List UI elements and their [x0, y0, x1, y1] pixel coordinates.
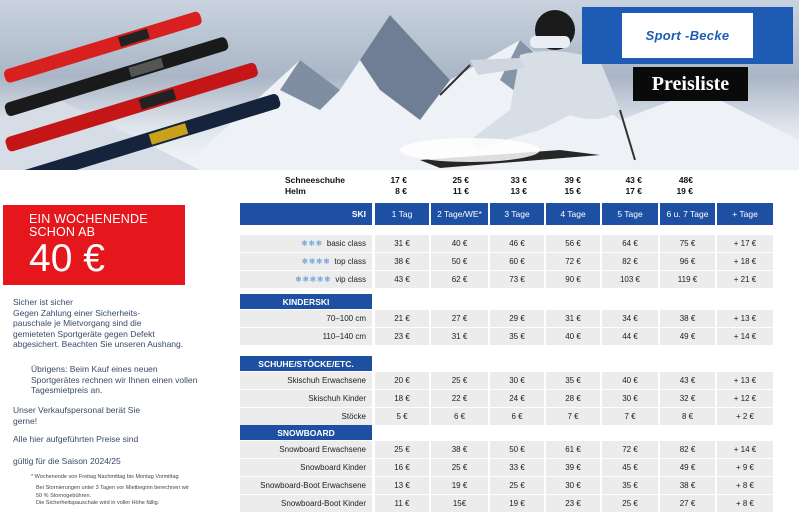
- price-cell: 49 €: [660, 459, 715, 476]
- footnote-weekend: * Wochenende von Freitag Nachmittag bis Montag Vormittag: [31, 474, 179, 480]
- price-cell: + 14 €: [717, 441, 773, 458]
- price-cell: + 12 €: [717, 390, 773, 407]
- row-label: 70–100 cm: [240, 310, 372, 327]
- price-cell: 31 €: [375, 235, 429, 252]
- extra-label-helm: Helm: [285, 186, 306, 196]
- price-cell: 25 €: [375, 441, 429, 458]
- price-cell: 60 €: [490, 253, 544, 270]
- row-label: basic class: [326, 239, 366, 248]
- header-col: 4 Tage: [546, 203, 600, 225]
- price-cell: 43 €: [375, 271, 429, 288]
- header-col: 3 Tage: [490, 203, 544, 225]
- price-cell: 24 €: [490, 390, 544, 407]
- price-cell: 45 €: [602, 459, 658, 476]
- price-cell: 72 €: [546, 253, 600, 270]
- price-cell: + 9 €: [717, 459, 773, 476]
- price-cell: 62 €: [431, 271, 488, 288]
- price-cell: 11 €: [375, 495, 429, 512]
- price-cell: 43 €: [660, 372, 715, 389]
- section-title-snowboard: SNOWBOARD: [240, 425, 372, 440]
- extra-value: 33 €: [510, 175, 527, 185]
- price-cell: 21 €: [375, 310, 429, 327]
- price-cell: 19 €: [490, 495, 544, 512]
- price-cell: 56 €: [546, 235, 600, 252]
- price-cell: 28 €: [546, 390, 600, 407]
- snowflake-icon: ❄❄❄❄: [301, 257, 331, 266]
- price-cell: 22 €: [431, 390, 488, 407]
- row-label: Snowboard Erwachsene: [240, 441, 372, 458]
- extra-value: 15 €: [564, 186, 581, 196]
- price-cell: 72 €: [602, 441, 658, 458]
- price-cell: 40 €: [546, 328, 600, 345]
- price-cell: 38 €: [375, 253, 429, 270]
- price-cell: 8 €: [660, 408, 715, 425]
- price-cell: 20 €: [375, 372, 429, 389]
- price-cell: 73 €: [490, 271, 544, 288]
- promo-line1: EIN WOCHENENDE: [29, 212, 148, 226]
- price-cell: 40 €: [431, 235, 488, 252]
- price-cell: 35 €: [546, 372, 600, 389]
- brand-name: Sport -Becke: [645, 28, 730, 43]
- extra-value: 25 €: [452, 175, 469, 185]
- price-cell: 44 €: [602, 328, 658, 345]
- price-cell: 119 €: [660, 271, 715, 288]
- price-cell: 7 €: [546, 408, 600, 425]
- price-cell: 64 €: [602, 235, 658, 252]
- price-cell: 13 €: [375, 477, 429, 494]
- price-cell: 75 €: [660, 235, 715, 252]
- extra-value: 13 €: [510, 186, 527, 196]
- note-security: Sicher ist sicher Gegen Zahlung einer Sicherheits- pauschale je Mietvorgang sind die gemieteten Sportgeräte gegen Defekt abgesichert. Beachten Sie unseren Aushang.: [13, 297, 184, 349]
- price-cell: + 14 €: [717, 328, 773, 345]
- price-cell: 30 €: [546, 477, 600, 494]
- price-cell: 16 €: [375, 459, 429, 476]
- price-cell: 23 €: [375, 328, 429, 345]
- price-cell: 31 €: [546, 310, 600, 327]
- price-cell: + 8 €: [717, 477, 773, 494]
- row-label: Skischuh Kinder: [240, 390, 372, 407]
- price-cell: + 13 €: [717, 372, 773, 389]
- row-label: 110–140 cm: [240, 328, 372, 345]
- note-prices: Alle hier aufgeführten Preise sind: [13, 434, 139, 444]
- price-cell: 82 €: [602, 253, 658, 270]
- section-title-schuhe: SCHUHE/STÖCKE/ETC.: [240, 356, 372, 371]
- hero-banner: [0, 0, 799, 170]
- row-label: Snowboard-Boot Erwachsene: [240, 477, 372, 494]
- price-cell: 29 €: [490, 310, 544, 327]
- row-label: vip class: [335, 275, 366, 284]
- price-cell: 82 €: [660, 441, 715, 458]
- row-label: Snowboard-Boot Kinder: [240, 495, 372, 512]
- extra-value: 17 €: [625, 186, 642, 196]
- price-cell: + 18 €: [717, 253, 773, 270]
- extra-label-schneeschuhe: Schneeschuhe: [285, 175, 345, 185]
- price-cell: 34 €: [602, 310, 658, 327]
- price-cell: 90 €: [546, 271, 600, 288]
- price-cell: 38 €: [660, 310, 715, 327]
- extra-value: 11 €: [452, 186, 469, 196]
- row-label: top class: [334, 257, 366, 266]
- price-cell: 38 €: [660, 477, 715, 494]
- weekend-promo: [3, 205, 185, 285]
- price-cell: 30 €: [602, 390, 658, 407]
- price-cell: + 17 €: [717, 235, 773, 252]
- promo-price: 40 €: [29, 237, 105, 280]
- row-label: Skischuh Erwachsene: [240, 372, 372, 389]
- price-cell: 25 €: [602, 495, 658, 512]
- price-cell: 50 €: [431, 253, 488, 270]
- price-cell: 27 €: [660, 495, 715, 512]
- extra-value: 48€: [678, 175, 693, 185]
- price-cell: 25 €: [490, 477, 544, 494]
- price-cell: 40 €: [602, 372, 658, 389]
- price-cell: 35 €: [490, 328, 544, 345]
- note-purchase: Übrigens: Beim Kauf eines neuen Sportgerätes rechnen wir Ihnen einen vollen Tagesmietpreis an.: [31, 364, 198, 395]
- ski-graphic: [3, 11, 203, 84]
- footnote-storno: Bei Stornierungen unter 3 Tagen vor Mietbeginn berechnen wir 50 % Stornogebühren. Die Sicherheitspauschale wird in voller Höhe fällig.: [36, 485, 189, 506]
- price-cell: 103 €: [602, 271, 658, 288]
- row-label: Stöcke: [240, 408, 372, 425]
- price-cell: 61 €: [546, 441, 600, 458]
- row-label: Snowboard Kinder: [240, 459, 372, 476]
- price-cell: 38 €: [431, 441, 488, 458]
- price-cell: 46 €: [490, 235, 544, 252]
- snowflake-icon: ❄❄❄❄❄: [295, 275, 332, 284]
- promo-line2: SCHON AB: [29, 225, 96, 239]
- header-ski: SKI: [240, 203, 372, 225]
- price-cell: 27 €: [431, 310, 488, 327]
- price-cell: 6 €: [490, 408, 544, 425]
- price-cell: 30 €: [490, 372, 544, 389]
- extra-value: 43 €: [625, 175, 642, 185]
- snowflake-icon: ❄❄❄: [301, 239, 323, 248]
- price-cell: 49 €: [660, 328, 715, 345]
- page-title: Preisliste: [633, 67, 748, 101]
- header-col: + Tage: [717, 203, 773, 225]
- extra-value: 8 €: [395, 186, 407, 196]
- extra-value: 17 €: [390, 175, 407, 185]
- note-advice: Unser Verkaufspersonal berät Sie gerne!: [13, 405, 141, 426]
- price-cell: 15€: [431, 495, 488, 512]
- header-col: 6 u. 7 Tage: [660, 203, 715, 225]
- price-cell: 18 €: [375, 390, 429, 407]
- price-cell: + 8 €: [717, 495, 773, 512]
- price-cell: 23 €: [546, 495, 600, 512]
- extra-value: 39 €: [564, 175, 581, 185]
- note-season: gültig für die Saison 2024/25: [13, 456, 121, 466]
- price-cell: 31 €: [431, 328, 488, 345]
- header-col: 1 Tag: [375, 203, 429, 225]
- price-cell: + 21 €: [717, 271, 773, 288]
- price-cell: 25 €: [431, 372, 488, 389]
- price-cell: 33 €: [490, 459, 544, 476]
- price-cell: 5 €: [375, 408, 429, 425]
- header-col: 5 Tage: [602, 203, 658, 225]
- price-cell: 6 €: [431, 408, 488, 425]
- price-cell: 35 €: [602, 477, 658, 494]
- header-col: 2 Tage/WE*: [431, 203, 488, 225]
- price-cell: + 13 €: [717, 310, 773, 327]
- price-cell: 32 €: [660, 390, 715, 407]
- brand-logo: [582, 7, 793, 64]
- price-cell: 7 €: [602, 408, 658, 425]
- price-cell: + 2 €: [717, 408, 773, 425]
- price-cell: 25 €: [431, 459, 488, 476]
- extra-value: 19 €: [676, 186, 693, 196]
- price-cell: 39 €: [546, 459, 600, 476]
- price-cell: 19 €: [431, 477, 488, 494]
- section-title-kinderski: KINDERSKI: [240, 294, 372, 309]
- price-cell: 50 €: [490, 441, 544, 458]
- price-cell: 96 €: [660, 253, 715, 270]
